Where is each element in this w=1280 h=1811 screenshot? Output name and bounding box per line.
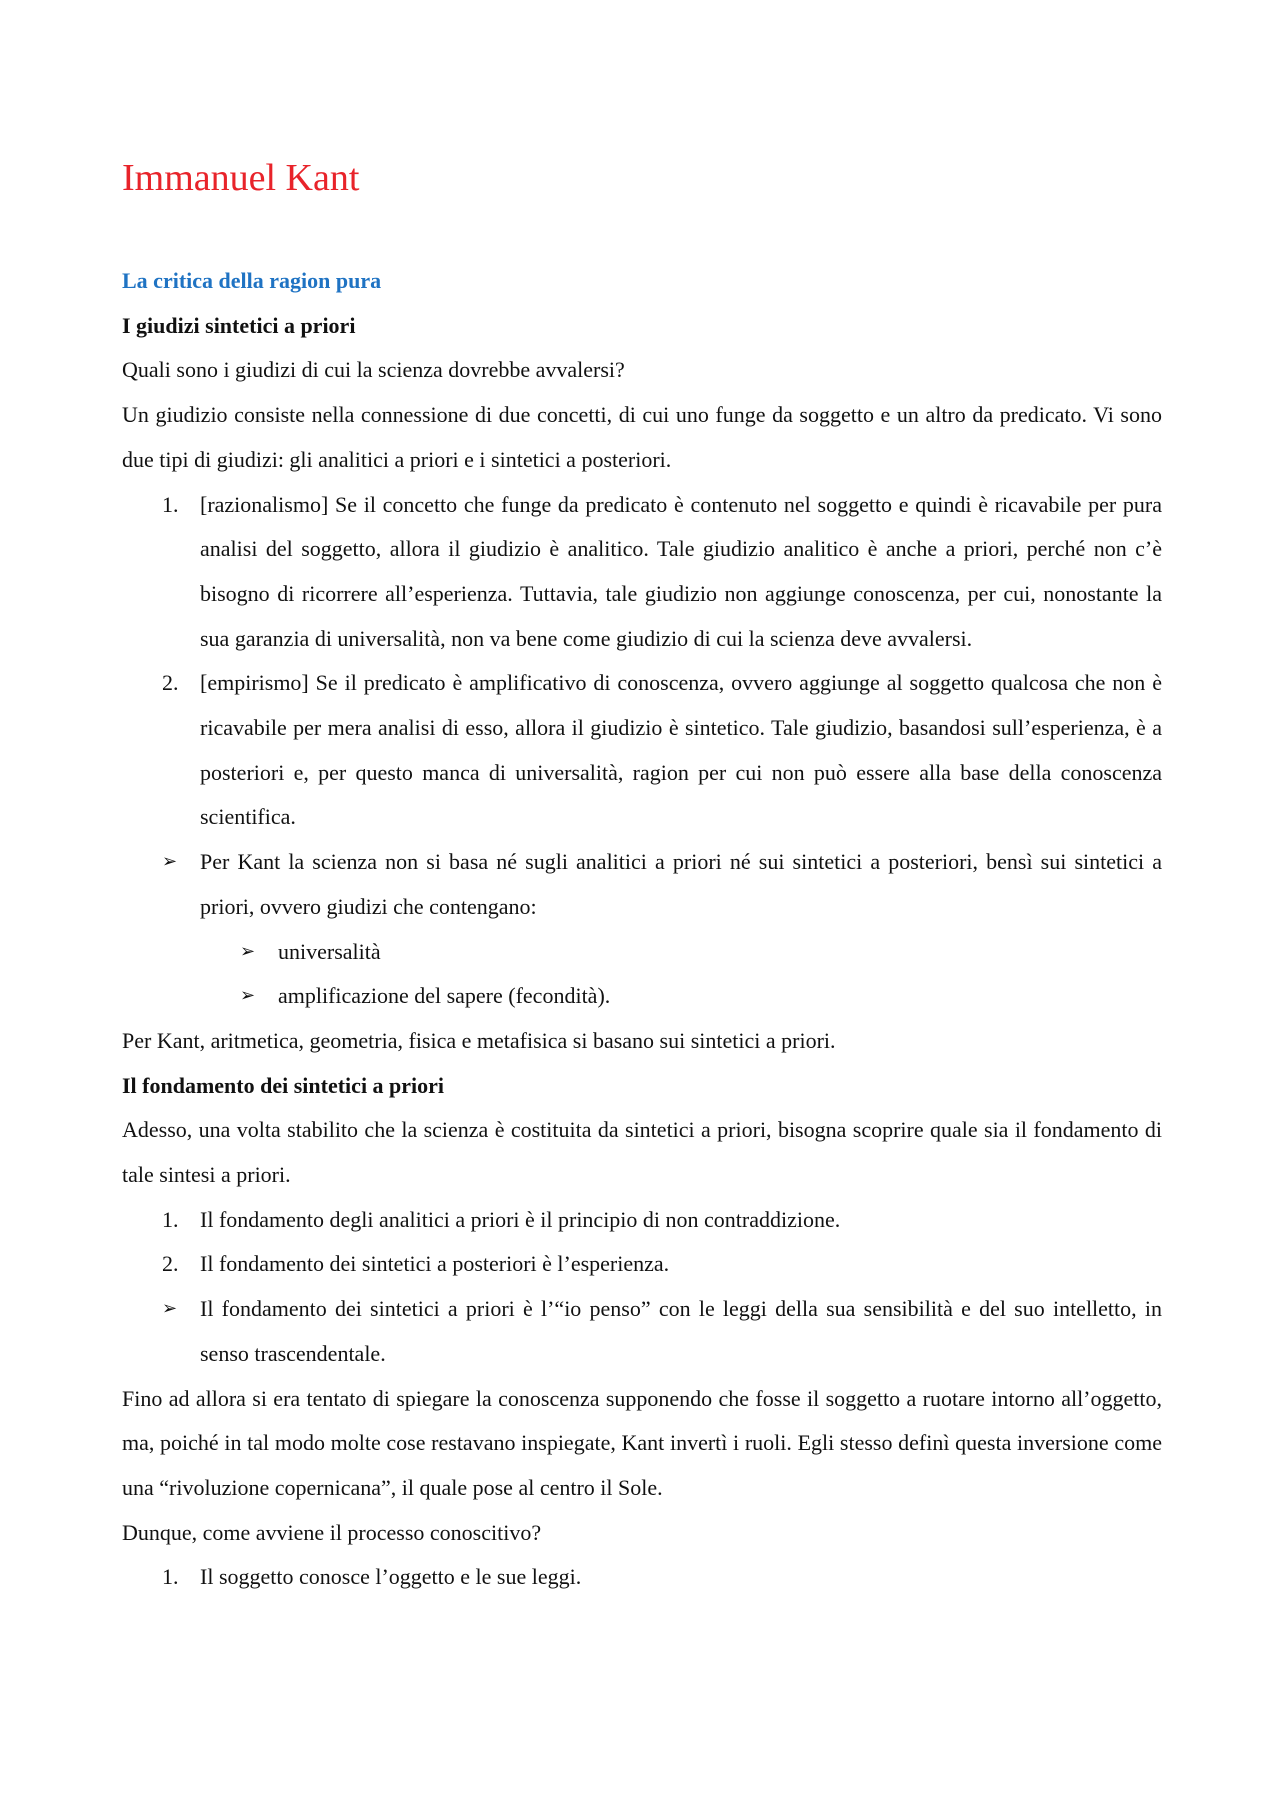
list-item-text: [razionalismo] Se il concetto che funge da predicato è contenuto nel soggetto e quindi è ricavabile per pura analisi del soggetto, allora il giudizio è analitico. Tale giudizio analitico è anche a priori, perché non c’è bisogno di ricorrere all’esperienza. Tuttavia, tale giudizio non aggiunge conoscenza, per cui, nonostante la sua garanzia di universalità, non va bene come giudizio di cui la scienza deve avvalersi. [200, 491, 1162, 651]
list-item [122, 1242, 1162, 1287]
list-number: 1. [162, 1564, 179, 1590]
sublist-item-text: amplificazione del sapere (fecondità). [278, 983, 611, 1009]
arrow-bullet-icon: ➢ [162, 851, 178, 873]
document-body [122, 259, 1162, 1600]
list-item [122, 1287, 1162, 1376]
list-number: 2. [162, 670, 179, 696]
list-item [122, 483, 1162, 662]
paragraph-question: Quali sono i giudizi di cui la scienza dovrebbe avvalersi? [122, 357, 625, 383]
arrow-bullet-icon: ➢ [240, 985, 256, 1007]
list-item-text: Per Kant la scienza non si basa né sugli analitici a priori né sui sintetici a posteriori, bensì sui sintetici a priori, ovvero giudizi che contengano: [200, 849, 1162, 919]
list-item-text: Il fondamento dei sintetici a priori è l’“io penso” con le leggi della sua sensibilità e del suo intelletto, in senso trascendentale. [200, 1296, 1162, 1366]
list-item [122, 840, 1162, 929]
list-number: 1. [162, 491, 179, 517]
paragraph-definition: Un giudizio consiste nella connessione di due concetti, di cui uno funge da soggetto e un altro da predicato. Vi sono due tipi di giudizi: gli analitici a priori e i sintetici a posteriori. [122, 402, 1162, 472]
paragraph-process-question: Dunque, come avviene il processo conoscitivo? [122, 1519, 542, 1545]
paragraph-kant-sciences: Per Kant, aritmetica, geometria, fisica e metafisica si basano sui sintetici a priori. [122, 1027, 836, 1053]
sublist-item [122, 930, 1162, 975]
list-item-text: Il fondamento dei sintetici a posteriori è l’esperienza. [200, 1251, 670, 1277]
heading-fondamento: Il fondamento dei sintetici a priori [122, 1072, 445, 1098]
list-number: 1. [162, 1206, 179, 1232]
heading-giudizi: I giudizi sintetici a priori [122, 312, 356, 338]
list-item [122, 1198, 1162, 1243]
arrow-bullet-icon: ➢ [240, 940, 256, 962]
arrow-bullet-icon: ➢ [162, 1298, 178, 1320]
list-item-text: [empirismo] Se il predicato è amplificativo di conoscenza, ovvero aggiunge al soggetto qualcosa che non è ricavabile per mera analisi di esso, allora il giudizio è sintetico. Tale giudizio, basandosi sull’esperienza, è a posteriori e, per questo manca di universalità, ragion per cui non può essere alla base della conoscenza scientifica. [200, 670, 1162, 830]
list-item-text: Il fondamento degli analitici a priori è il principio di non contraddizione. [200, 1206, 841, 1232]
section-title: La critica della ragion pura [122, 268, 382, 293]
list-item-text: Il soggetto conosce l’oggetto e le sue leggi. [200, 1564, 582, 1590]
paragraph-copernican: Fino ad allora si era tentato di spiegare la conoscenza supponendo che fosse il soggetto a ruotare intorno all’oggetto, ma, poiché in tal modo molte cose restavano inspiegate, Kant invertì i ruoli. Egli stesso definì questa inversione come una “rivoluzione copernicana”, il quale pose al centro il Sole. [122, 1385, 1162, 1500]
list-number: 2. [162, 1251, 179, 1277]
sublist-item [122, 974, 1162, 1019]
document-title: Immanuel Kant [122, 157, 360, 199]
sublist-item-text: universalità [278, 938, 381, 964]
list-item [122, 661, 1162, 840]
list-item [122, 1555, 1162, 1600]
paragraph-fondamento: Adesso, una volta stabilito che la scienza è costituita da sintetici a priori, bisogna scoprire quale sia il fondamento di tale sintesi a priori. [122, 1117, 1162, 1188]
